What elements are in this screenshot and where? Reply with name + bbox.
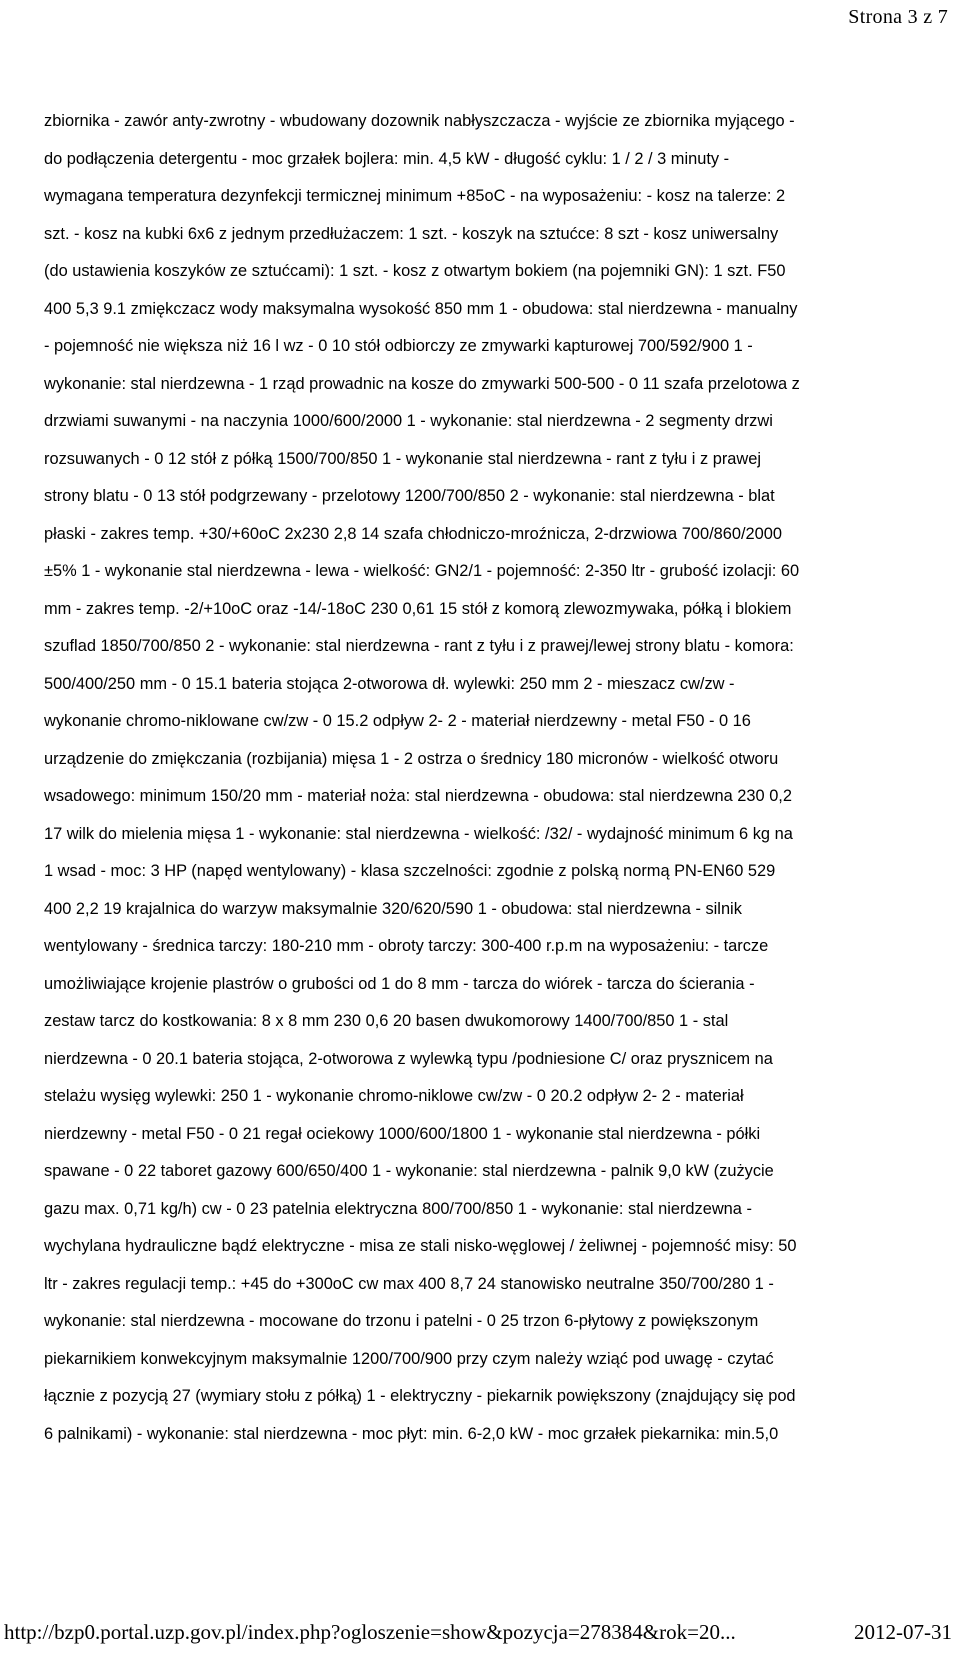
text-line: 500/400/250 mm - 0 15.1 bateria stojąca 2-otworowa dł. wylewki: 250 mm 2 - mieszacz cw/zw - — [44, 674, 735, 693]
text-line: 17 wilk do mielenia mięsa 1 - wykonanie: stal nierdzewna - wielkość: /32/ - wydajność minimum 6 kg na — [44, 824, 793, 843]
text-line: nierdzewna - 0 20.1 bateria stojąca, 2-otworowa z wylewką typu /podniesione C/ oraz prysznicem na — [44, 1049, 773, 1068]
text-line: zbiornika - zawór anty-zwrotny - wbudowany dozownik nabłyszczacza - wyjście ze zbiornika myjącego - — [44, 112, 795, 130]
text-line: rozsuwanych - 0 12 stół z półką 1500/700/850 1 - wykonanie stal nierdzewna - rant z tyłu i z prawej — [44, 449, 762, 468]
text-line: płaski - zakres temp. +30/+60oC 2x230 2,8 14 szafa chłodniczo-mroźnicza, 2-drzwiowa 700/860/2000 — [44, 524, 782, 543]
text-line: 6 palnikami) - wykonanie: stal nierdzewna - moc płyt: min. 6-2,0 kW - moc grzałek piekarnika: min.5,0 — [44, 1424, 779, 1443]
text-line: wykonanie chromo-niklowane cw/zw - 0 15.2 odpływ 2- 2 - materiał nierdzewny - metal F50 - 0 16 — [44, 712, 751, 730]
page-indicator: Strona 3 z 7 — [848, 6, 948, 28]
text-line: umożliwiające krojenie plastrów o grubości od 1 do 8 mm - tarcza do wiórek - tarcza do ścierania - — [44, 974, 755, 993]
text-line: wymagana temperatura dezynfekcji termicznej minimum +85oC - na wyposażeniu: - kosz na talerze: 2 — [44, 187, 786, 205]
text-line: 1 wsad - moc: 3 HP (napęd wentylowany) - klasa szczelności: zgodnie z polską normą PN-EN60 529 — [44, 862, 776, 880]
text-line: łącznie z pozycją 27 (wymiary stołu z półką) 1 - elektryczny - piekarnik powiększony (znajdujący się pod — [44, 1387, 796, 1405]
text-line: szuflad 1850/700/850 2 - wykonanie: stal nierdzewna - rant z tyłu i z prawej/lewej strony blatu - komora: — [44, 637, 794, 655]
text-line: stelażu wysięg wylewki: 250 1 - wykonanie chromo-niklowe cw/zw - 0 20.2 odpływ 2- 2 - materiał — [44, 1087, 744, 1105]
text-line: - pojemność nie większa niż 16 l wz - 0 10 stół odbiorczy ze zmywarki kapturowej 700/592/900 1 - — [44, 337, 753, 355]
text-line: ±5% 1 - wykonanie stal nierdzewna - lewa - wielkość: GN2/1 - pojemność: 2-350 ltr - grubość izolacji: 60 — [44, 562, 800, 580]
footer-url-link[interactable]: http://bzp0.portal.uzp.gov.pl/index.php?ogloszenie=show&pozycja=278384&rok=20... — [4, 1620, 736, 1644]
text-line: wentylowany - średnica tarczy: 180-210 mm - obroty tarczy: 300-400 r.p.m na wyposażeniu: - tarcze — [44, 937, 769, 955]
text-line: drzwiami suwanymi - na naczynia 1000/600/2000 1 - wykonanie: stal nierdzewna - 2 segmenty drzwi — [44, 412, 773, 430]
text-line: (do ustawienia koszyków ze sztućcami): 1 szt. - kosz z otwartym bokiem (na pojemniki GN): 1 szt. F50 — [44, 262, 786, 280]
text-line: szt. - kosz na kubki 6x6 z jednym przedłużaczem: 1 szt. - koszyk na sztućce: 8 szt - kosz uniwersalny — [44, 224, 779, 243]
text-line: do podłączenia detergentu - moc grzałek bojlera: min. 4,5 kW - długość cyklu: 1 / 2 / 3 minuty - — [44, 149, 730, 168]
text-line: mm - zakres temp. -2/+10oC oraz -14/-18oC 230 0,61 15 stół z komorą zlewozmywaka, półką i blokiem — [44, 599, 792, 618]
text-line: ltr - zakres regulacji temp.: +45 do +300oC cw max 400 8,7 24 stanowisko neutralne 350/700/280 1 - — [44, 1274, 774, 1293]
text-line: wykonanie: stal nierdzewna - 1 rząd prowadnic na kosze do zmywarki 500-500 - 0 11 szafa przelotowa z — [44, 374, 800, 393]
text-line: gazu max. 0,71 kg/h) cw - 0 23 patelnia elektryczna 800/700/850 1 - wykonanie: stal nierdzewna - — [44, 1199, 752, 1218]
text-line: zestaw tarcz do kostkowania: 8 x 8 mm 230 0,6 20 basen dwukomorowy 1400/700/850 1 - stal — [44, 1012, 729, 1030]
text-line: urządzenie do zmiękczania (rozbijania) mięsa 1 - 2 ostrza o średnicy 180 micronów - wielkość otworu — [44, 749, 779, 768]
text-line: wykonanie: stal nierdzewna - mocowane do trzonu i patelni - 0 25 trzon 6-płytowy z powiększonym — [44, 1312, 759, 1330]
text-line: strony blatu - 0 13 stół podgrzewany - przelotowy 1200/700/850 2 - wykonanie: stal nierdzewna - blat — [44, 487, 775, 505]
text-line: 400 5,3 9.1 zmiękczacz wody maksymalna wysokość 850 mm 1 - obudowa: stal nierdzewna - manualny — [44, 299, 798, 318]
page-footer — [0, 1620, 960, 1650]
footer-date: 2012-07-31 — [854, 1620, 952, 1644]
text-line: 400 2,2 19 krajalnica do warzyw maksymalnie 320/620/590 1 - obudowa: stal nierdzewna - silnik — [44, 899, 742, 918]
text-line: spawane - 0 22 taboret gazowy 600/650/400 1 - wykonanie: stal nierdzewna - palnik 9,0 kW (zużycie — [44, 1162, 774, 1180]
text-line: piekarnikiem konwekcyjnym maksymalnie 1200/700/900 przy czym należy wziąć pod uwagę - czytać — [44, 1349, 774, 1368]
document-body — [44, 103, 956, 1453]
text-line: wsadowego: minimum 150/20 mm - materiał noża: stal nierdzewna - obudowa: stal nierdzewna 230 0,2 — [44, 787, 792, 805]
text-line: wychylana hydrauliczne bądź elektryczne - misa ze stali nisko-węglowej / żeliwnej - pojemność misy: 50 — [44, 1237, 797, 1255]
text-line: nierdzewny - metal F50 - 0 21 regał ociekowy 1000/600/1800 1 - wykonanie stal nierdzewna - półki — [44, 1124, 761, 1143]
